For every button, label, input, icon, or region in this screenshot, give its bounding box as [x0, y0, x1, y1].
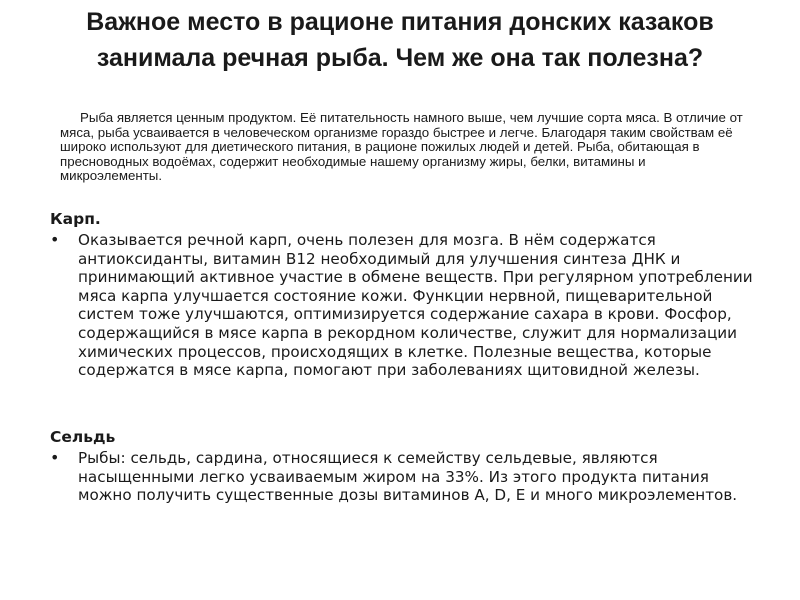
bullet-text-karp: Оказывается речной карп, очень полезен для мозга. В нём содержатся антиоксиданты, витамин В12 необходимый для улучшения синтеза ДНК и принимающий активное участие в обмене веществ. При регулярном употреблении мяса карпа улучшается состояние кожи. Функции нервной, пищеварительной систем тоже улучшаются, оптимизируется содержание сахара в крови. Фосфор, содержащийся в мясе карпа в рекордном количестве, служит для нормализации химических процессов, происходящих в клетке. Полезные вещества, которые содержатся в мясе карпа, помогают при заболеваниях щитовидной железы.: [78, 231, 753, 380]
section-heading-karp: Карп.: [50, 210, 101, 228]
bullet-item-karp: [50, 231, 765, 380]
bullet-icon: •: [50, 448, 60, 467]
bullet-item-seld: [50, 449, 765, 505]
slide-title: Важное место в рационе питания донских казаков занимала речная рыба. Чем же она так полезна?: [86, 8, 714, 72]
bullet-icon: •: [50, 230, 60, 249]
intro-paragraph: Рыба является ценным продуктом. Её питательность намного выше, чем лучшие сорта мяса. В отличие от мяса, рыба усваивается в человеческом организме гораздо быстрее и легче. Благодаря таким свойствам её широко используют для диетического питания, в рационе пожилых людей и детей. Рыба, обитающая в пресноводных водоёмах, содержит необходимые нашему организму жиры, белки, витамины и микроэлементы.: [60, 110, 743, 183]
section-seld: [50, 427, 765, 505]
section-karp: [50, 209, 765, 380]
section-heading-seld: Сельдь: [50, 428, 116, 446]
bullet-text-seld: Рыбы: сельдь, сардина, относящиеся к семейству сельдевые, являются насыщенными легко усваиваемым жиром на 33%. Из этого продукта питания можно получить существенные дозы витаминов А, D, E и много микроэлементов.: [78, 449, 738, 505]
